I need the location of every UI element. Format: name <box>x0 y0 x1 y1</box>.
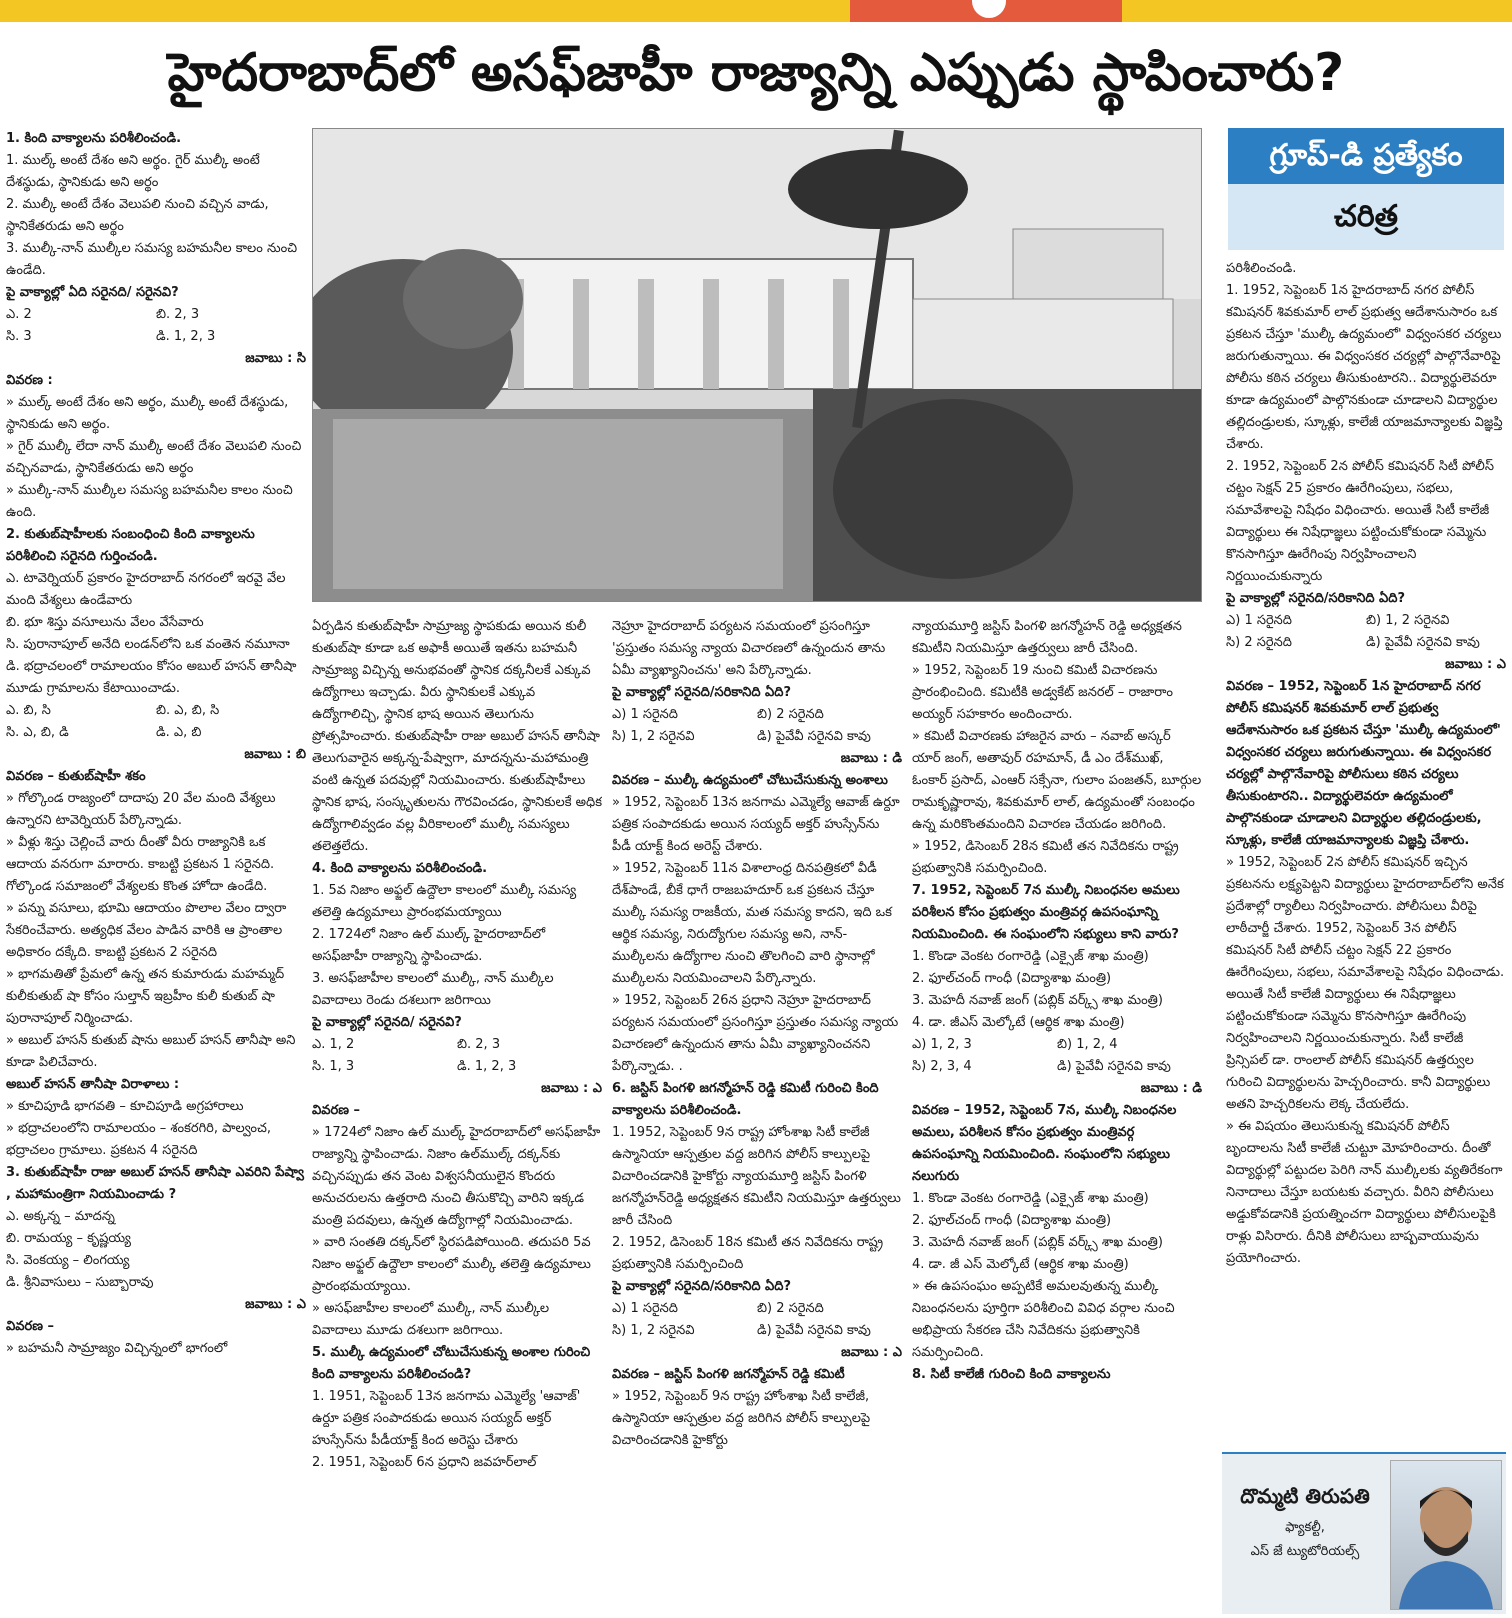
option-row <box>6 700 306 722</box>
option-row <box>1226 610 1506 632</box>
question-text: 6. జస్టిస్ పింగళి జగన్మోహన్ రెడ్డి కమిటీ గురించి కింది వాక్యాలను పరిశీలించండి. <box>612 1081 879 1118</box>
option-text: డి) పైవేవీ సరైనవి కావు <box>1057 1059 1171 1074</box>
bullet-text: » 1952, సెప్టెంబర్ 26న ప్రధాని నెహ్రూ హైదరాబాద్ పర్యటన సమయంలో ప్రసంగిస్తూ ప్రస్తుతం సమస్య న్యాయ విచారణలో ఉన్నందున తాను ఏమీ వ్యాఖ్యానించనని పేర్కొన్నాడు. . <box>612 993 899 1074</box>
option-text: డి) పైవేవీ సరైనవి కావు <box>757 1323 871 1338</box>
headline: హైదరాబాద్‌లో అసఫ్‌జాహీ రాజ్యాన్ని ఎప్పుడు స్థాపించారు? <box>167 43 1345 103</box>
bullet-text: » కమిటీ విచారణకు హాజరైన వారు – నవాబ్ అస్కర్ యార్ జంగ్, అతావుర్ రహమాన్, డీ ఎం దేశ్‌ముఖ్, ఓంకార్ ప్రసాద్, ఎంఆర్ సక్సేనా, గులాం పంజతన్, బూర్గుల రామకృష్ణారావు, శివకుమార్ లాల్, ఉద్యమంతో సంబంధం ఉన్న మరికొంతమందిని విచారణ చేయడం జరిగింది. <box>912 729 1202 832</box>
bullet-text: » భద్రాచలంలోని రామాలయం – శంకరగిరి, పాల్వంచ, భద్రాచలం గ్రామాలు. ప్రకటన 4 సరైనది <box>6 1121 272 1158</box>
option-text: బి. 2, 3 <box>156 307 200 322</box>
option-text: ఎ) 1 సరైనది <box>1226 613 1292 628</box>
subheading-text: వివరణ – ముల్కీ ఉద్యమంలో చోటుచేసుకున్న అంశాలు <box>612 773 888 788</box>
option-row <box>612 704 902 726</box>
option-row <box>912 1056 1202 1078</box>
bullet-text: » ముల్కీ-నాన్ ముల్కీల సమస్య బహమనీల కాలం నుంచి ఉంది. <box>6 483 293 520</box>
option-row <box>6 304 306 326</box>
body-text: 3. ముల్కీ-నాన్ ముల్కీల సమస్య బహమనీల కాలం నుంచి ఉండేది. <box>6 241 298 278</box>
body-text: సి. వెంకయ్య – లింగయ్య <box>6 1253 130 1268</box>
option-text: సి) 2, 3, 4 <box>912 1059 972 1074</box>
column-2 <box>312 616 602 1612</box>
bullet-text: » ఈ ఉపసంఘం అప్పటికే అమలవుతున్న ముల్కీ నిబంధనలను పూర్తిగా పరిశీలించి వివిధ వర్గాల నుంచి అభిప్రాయ సేకరణ చేసి నివేదికను ప్రభుత్వానికి సమర్పించింది. <box>912 1279 1175 1360</box>
option-text: ఎ) 1 సరైనది <box>612 707 678 722</box>
body-text: డి. భద్రాచలంలో రామాలయం కోసం అబుల్ హసన్ తానీషా మూడు గ్రామాలను కేటాయించాడు. <box>6 659 297 696</box>
option-text: సి) 1, 2 సరైనవి <box>612 1323 695 1338</box>
author-name: దొమ్మటి తిరుపతి <box>1240 1484 1370 1508</box>
answer-text: జవాబు : డి <box>1140 1081 1202 1096</box>
bullet-text: » 1724లో నిజాం ఉల్ ముల్క్ హైదరాబాద్‌లో అసఫ్‌జాహీ రాజ్యాన్ని స్థాపించాడు. నిజాం ఉల్‌ముల్క్ దక్కన్‌కు వచ్చినప్పుడు తన వెంట విశ్వసనీయులైన కొందరు అనుచరులను ఉత్తరాది నుంచి తీసుకొచ్చి వారిని ఇక్కడ మంత్రి పదవులు, ఉన్నత ఉద్యోగాల్లో నియమించాడు. <box>312 1125 601 1228</box>
answer-text: జవాబు : ఎ <box>541 1081 602 1096</box>
answer-text: జవాబు : సి <box>245 351 306 366</box>
option-text: బి) 1, 2, 4 <box>1057 1037 1118 1052</box>
body-text: 1. 5వ నిజాం అఫ్జల్ ఉద్దౌలా కాలంలో ముల్కీ సమస్య తలెత్తి ఉద్యమాలు ప్రారంభమయ్యాయి <box>312 883 577 920</box>
bullet-text: » అబుల్ హసన్ కుతుబ్ షాను అబుల్ హసన్ తానీషా అని కూడా పిలిచేవారు. <box>6 1033 296 1070</box>
author-photo <box>1390 1460 1502 1610</box>
bullet-text: » కూచిపూడి భాగవతి – కూచిపూడి అగ్రహారాలు <box>6 1099 244 1114</box>
bullet-text: » 1952, సెప్టెంబర్ 13న జనగామ ఎమ్మెల్యే ఆవాజ్ ఉర్దూ పత్రిక సంపాదకుడు అయిన సయ్యద్ అక్తర్ హుస్సేన్‌ను పీడీ యాక్ట్ కింద అరెస్ట్ చేశారు. <box>612 795 900 854</box>
body-text: 1. 1951, సెప్టెంబర్ 13న జనగామ ఎమ్మెల్యే 'ఆవాజ్' ఉర్దూ పత్రిక సంపాదకుడు అయిన సయ్యద్ అక్తర్ హుస్సేన్‌ను పీడీయాక్ట్ కింద అరెస్టు చేశారు <box>312 1389 581 1448</box>
column-5 <box>1226 258 1506 1448</box>
body-text: 2. 1952, సెప్టెంబర్ 2న పోలీస్ కమిషనర్ సిటీ పోలీస్ చట్టం సెక్షన్ 25 ప్రకారం ఊరేగింపులు, సభలు, సమావేశాలపై నిషేధం విధించారు. అయితే సిటీ కాలేజీ విద్యార్థులు ఈ నిషేధాజ్ఞలు పట్టించుకోకుండా సమ్మెను కొనసాగిస్తూ ఊరేగింపు నిర్వహించాలని నిర్ణయించుకున్నారు <box>1226 459 1494 584</box>
subheading-text: పై వాక్యాల్లో ఏది సరైనది/ సరైనవి? <box>6 285 179 300</box>
bullet-text: » 1952, డిసెంబర్ 28న కమిటీ తన నివేదికను రాష్ట్ర ప్రభుత్వానికి సమర్పించింది. <box>912 839 1179 876</box>
question-text: 2. కుతుబ్‌షాహీలకు సంబంధించి కింది వాక్యాలను పరిశీలించి సరైనది గుర్తించండి. <box>6 527 255 564</box>
option-text: ఎ) 1 సరైనది <box>612 1301 678 1316</box>
subheading-text: వివరణ – <box>312 1103 360 1118</box>
option-text: ఎ. బి, సి <box>6 703 51 718</box>
option-row <box>612 1298 902 1320</box>
answer-text: జవాబు : బి <box>244 747 306 762</box>
option-text: బి) 2 సరైనది <box>757 707 824 722</box>
subheading-text: వివరణ – <box>6 1319 54 1334</box>
body-text: 2. ముల్కీ అంటే దేశం వెలుపలి నుంచి వచ్చిన వాడు, స్థానికేతరుడు అని అర్థం <box>6 197 269 234</box>
option-text: డి. ఎ, బి <box>156 725 202 740</box>
body-text: 2. 1951, సెప్టెంబర్ 6న ప్రధాని జవహర్‌లాల్ <box>312 1455 537 1470</box>
bullet-text: » భాగమతితో ప్రేమలో ఉన్న తన కుమారుడు మహమ్మద్ కులీకుతుబ్ షా కోసం సుల్తాన్ ఇబ్రహీం కులీ కుతుబ్ షా పురానాపూల్ నిర్మించాడు. <box>6 967 285 1026</box>
group-d-special-label: గ్రూప్-డి ప్రత్యేకం <box>1228 128 1504 184</box>
option-text: సి) 1, 2 సరైనవి <box>612 729 695 744</box>
body-text: ఎ. టావెర్నియర్ ప్రకారం హైదరాబాద్ నగరంలో ఇరవై వేల మంది వేశ్యలు ఉండేవారు <box>6 571 286 608</box>
option-text: సి) 2 సరైనది <box>1226 635 1292 650</box>
subheading-text: అబుల్ హసన్ తానీషా విరాళాలు : <box>6 1077 180 1092</box>
body-text: ఎ. అక్కన్న – మాదన్న <box>6 1209 115 1224</box>
top-color-bar <box>0 0 1512 22</box>
subheading-text: పై వాక్యాల్లో సరైనది/సరికానిది ఏది? <box>1226 591 1405 606</box>
history-subject-label: చరిత్ర <box>1228 184 1504 250</box>
bullet-text: » ముల్క్ అంటే దేశం అని అర్థం, ముల్కీ అంటే దేశస్థుడు, స్థానికుడు అని అర్థం. <box>6 395 289 432</box>
author-org: ఎస్ జే ట్యుటోరియల్స్ <box>1250 1544 1360 1559</box>
answer-text: జవాబు : ఎ <box>1445 657 1506 672</box>
option-text: ఎ. 1, 2 <box>312 1037 355 1052</box>
subheading-text: పై వాక్యాల్లో సరైనది/సరికానిది ఏది? <box>612 685 791 700</box>
body-text: 4. డా. జీఎస్ మెల్కోటే (ఆర్థిక శాఖ మంత్రి) <box>912 1015 1125 1030</box>
palace-photo <box>312 128 1202 602</box>
question-text: 3. కుతుబ్‌షాహీ రాజు అబుల్ హసన్ తానీషా ఎవరిని పేష్వా , మహామంత్రిగా నియమించాడు ? <box>6 1165 304 1202</box>
bullet-text: » పన్ను వసూలు, భూమి ఆదాయం పొలాల వేలం ద్వారా సేకరించేవారు. అత్యధిక వేలం పాడిన వారికి ఆ ప్రాంతాల అధికారం దక్కేది. కాబట్టి ప్రకటన 2 సరైనది <box>6 901 287 960</box>
body-text: సి. పురానాపూల్ అనేది లండన్‌లోని ఒక వంతెన నమూనా <box>6 637 290 652</box>
option-text: బి. ఎ, బి, సి <box>156 703 220 718</box>
body-text: 1. 1952, సెప్టెంబర్ 9న రాష్ట్ర హోంశాఖ సిటీ కాలేజీ ఉస్మానియా ఆస్పత్రుల వద్ద జరిగిన పోలీస్ కాల్పులపై విచారించడానికి హైకోర్టు న్యాయమూర్తి జస్టిస్ పింగళి జగన్మోహన్‌రెడ్డి అధ్యక్షతన కమిటీని నియమిస్తూ ఉత్తర్వులు జారీ చేసింది <box>612 1125 901 1228</box>
option-text: సి. ఎ, బి, డి <box>6 725 69 740</box>
option-text: డి. 1, 2, 3 <box>156 329 216 344</box>
option-text: ఎ. 2 <box>6 307 32 322</box>
body-text: పరిశీలించండి. <box>1226 261 1297 276</box>
subheading-text: పై వాక్యాల్లో సరైనది/ సరైనవి? <box>312 1015 462 1030</box>
option-row <box>312 1056 602 1078</box>
bullet-text: » ఈ విషయం తెలుసుకున్న కమిషనర్ పోలీస్ బృందాలను సిటీ కాలేజీ చుట్టూ మోహరించారు. దీంతో విద్యార్థుల్లో పట్టుదల పెరిగి నాన్ ముల్కీలకు వ్యతిరేకంగా నినాదాలు చేస్తూ బయటకు వచ్చారు. వీరిని పోలీసులు అడ్డుకోవడానికి ప్రయత్నించగా విద్యార్థులు పోలీసులపైకి రాళ్లు విసిరారు. దీనికి పోలీసులు బాష్పవాయువును ప్రయోగించారు. <box>1226 1119 1503 1266</box>
option-row <box>612 726 902 748</box>
subheading-text: వివరణ – కుతుబ్‌షాహీ శకం <box>6 769 146 784</box>
body-text: బి. రామయ్య – కృష్ణయ్య <box>6 1231 131 1246</box>
option-row <box>1226 632 1506 654</box>
body-text: న్యాయమూర్తి జస్టిస్ పింగళి జగన్మోహన్ రెడ్డి అధ్యక్షతన కమిటీని నియమిస్తూ ఉత్తర్వులు జారీ చేసింది. <box>912 619 1182 656</box>
subheading-text: వివరణ : <box>6 373 53 388</box>
author-role: ఫ్యాకల్టీ, <box>1285 1520 1325 1535</box>
body-text: బి. భూ శిస్తు వసూలును వేలం వేసేవారు <box>6 615 204 630</box>
column-1 <box>6 128 306 1608</box>
option-text: డి) పైవేవీ సరైనవి కావు <box>757 729 871 744</box>
option-row <box>6 326 306 348</box>
option-text: సి. 1, 3 <box>312 1059 355 1074</box>
body-text: 1. 1952, సెప్టెంబర్ 1న హైదరాబాద్ నగర పోలీస్ కమిషనర్ శివకుమార్ లాల్ ప్రభుత్వ ఆదేశానుసారం ఒక ప్రకటన చేస్తూ 'ముల్కీ ఉద్యమంలో' విధ్వంసకర చర్యలు జరుగుతున్నాయి. ఈ విధ్వంసకర చర్యల్లో పాల్గొనేవారిపై పోలీసు కఠిన చర్యలు తీసుకుంటారని.. విద్యార్థులెవరూ కూడా ఉద్యమంలో పాల్గొనకుండా చూడాలని విద్యార్థుల తల్లిదండ్రులకు, స్కూళ్లు, కాలేజీ యాజమాన్యాలకు విజ్ఞప్తి చేశారు. <box>1226 283 1503 452</box>
option-text: డి. 1, 2, 3 <box>457 1059 517 1074</box>
subheading-text: వివరణ – జస్టిస్ పింగళి జగన్మోహన్ రెడ్డి కమిటీ <box>612 1367 845 1382</box>
body-text: 2. ఫూల్‌చంద్ గాంధీ (విద్యాశాఖ మంత్రి) <box>912 1213 1112 1228</box>
body-text: 2. 1724లో నిజాం ఉల్ ముల్క్ హైదరాబాద్‌లో అసఫ్‌జాహీ రాజ్యాన్ని స్థాపించాడు. <box>312 927 546 964</box>
body-text: 4. డా. జీ ఎస్ మెల్కోటే (ఆర్థిక శాఖ మంత్రి) <box>912 1257 1129 1272</box>
option-text: డి) పైవేవీ సరైనవి కావు <box>1366 635 1480 650</box>
option-row <box>6 722 306 744</box>
option-text: ఎ) 1, 2, 3 <box>912 1037 972 1052</box>
bullet-text: » గైర్ ముల్కీ లేదా నాన్ ముల్కీ అంటే దేశం వెలుపలి నుంచి వచ్చినవాడు, స్థానికేతరుడు అని అర్థం <box>6 439 302 476</box>
subheading-text: పై వాక్యాల్లో సరైనది/సరికానిది ఏది? <box>612 1279 791 1294</box>
option-text: సి. 3 <box>6 329 32 344</box>
body-text: 3. మెహదీ నవాజ్ జంగ్ (పబ్లిక్ వర్క్స్ శాఖ మంత్రి) <box>912 1235 1163 1250</box>
section-tag <box>1228 128 1504 250</box>
bullet-text: » వారి సంతతి దక్కన్‌లో స్థిరపడిపోయింది. తదుపరి 5వ నిజాం అఫ్జల్ ఉద్దౌలా కాలంలో ముల్కీ తలెత్తి ఉద్యమాలు ప్రారంభమయ్యాయి. <box>312 1235 591 1294</box>
body-text: నెహ్రూ హైదరాబాద్ పర్యటన సమయంలో ప్రసంగిస్తూ 'ప్రస్తుతం సమస్య న్యాయ విచారణలో ఉన్నందున తాను ఏమీ వ్యాఖ్యానించను' అని పేర్కొన్నాడు. <box>612 619 886 678</box>
body-text: 1. కొండా వెంకట రంగారెడ్డి (ఎక్సైజ్ శాఖ మంత్రి) <box>912 949 1149 964</box>
subheading-text: వివరణ – 1952, సెప్టెంబర్ 7న, ముల్కీ నిబంధనల అమలు, పరిశీలన కోసం ప్రభుత్వం మంత్రివర్గ ఉపసంఘాన్ని నియమించింది. సంఘంలోని సభ్యులు నలుగురు <box>912 1103 1177 1184</box>
palace-photo-art <box>313 129 1201 601</box>
bullet-text: » గోల్కొండ రాజ్యంలో దాదాపు 20 వేల మంది వేశ్యలు ఉన్నారని టావెర్నియర్ పేర్కొన్నాడు. <box>6 791 276 828</box>
question-text: 5. ముల్కీ ఉద్యమంలో చోటుచేసుకున్న అంశాల గురించి కింది వాక్యాలను పరిశీలించండి? <box>312 1345 591 1382</box>
author-box <box>1222 1452 1506 1614</box>
column-4 <box>912 616 1202 1612</box>
question-text: 4. కింది వాక్యాలను పరిశీలించండి. <box>312 861 488 876</box>
body-text: 2. ఫూల్‌చంద్ గాంధీ (విద్యాశాఖ మంత్రి) <box>912 971 1112 986</box>
body-text: 1. కొండా వెంకట రంగారెడ్డి (ఎక్సైజ్ శాఖ మంత్రి) <box>912 1191 1149 1206</box>
column-3 <box>612 616 902 1612</box>
bullet-text: » 1952, సెప్టెంబర్ 9న రాష్ట్ర హోంశాఖ సిటీ కాలేజీ, ఉస్మానియా ఆస్పత్రుల వద్ద జరిగిన పోలీస్ కాల్పులపై విచారించడానికి హైకోర్టు <box>612 1389 871 1448</box>
option-row <box>312 1034 602 1056</box>
option-row <box>612 1320 902 1342</box>
option-text: బి. 2, 3 <box>457 1037 501 1052</box>
option-row <box>912 1034 1202 1056</box>
bullet-text: » 1952, సెప్టెంబర్ 11న విశాలాంధ్ర దినపత్రికలో వీడీ దేశ్‌పాండే, బీకే ధాగే రాజబహదూర్ ఒక ప్రకటన చేస్తూ ముల్కీ సమస్య రాజకీయ, మత సమస్య కాదని, ఇది ఒక ఆర్థిక సమస్య, నిరుద్యోగుల సమస్య అని, నాన్-ముల్కీలను ఉద్యోగాల నుంచి తొలగించి వారి స్థానాల్లో ముల్కీలను నియమించాలని పేర్కొన్నారు. <box>612 861 892 986</box>
body-text: 3. అసఫ్‌జాహీల కాలంలో ముల్కీ, నాన్ ముల్కీల వివాదాలు రెండు దశలుగా జరిగాయి <box>312 971 554 1008</box>
answer-text: జవాబు : ఎ <box>841 1345 902 1360</box>
question-text: 1. కింది వాక్యాలను పరిశీలించండి. <box>6 131 182 146</box>
body-text: 3. మెహదీ నవాజ్ జంగ్ (పబ్లిక్ వర్క్స్ శాఖ మంత్రి) <box>912 993 1163 1008</box>
bullet-text: » 1952, సెప్టెంబర్ 2న పోలీస్ కమిషనర్ ఇచ్చిన ప్రకటనను లక్ష్యపెట్టని విద్యార్థులు హైదరాబాద్‌లోని అనేక ప్రదేశాల్లో ర్యాలీలు నిర్వహించారు. పోలీసులు వీరిపై లాఠీచార్జీ చేశారు. 1952, సెప్టెంబర్ 3న పోలీస్ కమిషనర్ సిటీ పోలీస్ చట్టం సెక్షన్ 22 ప్రకారం ఊరేగింపులు, సభలు, సమావేశాలపై నిషేధం విధించాడు. అయితే సిటీ కాలేజీ విద్యార్థులు ఈ నిషేధాజ్ఞలు పట్టించుకోకుండా సమ్మెను కొనసాగిస్తూ ఊరేగింపు నిర్వహించాలని నిర్ణయించుకున్నారు. సిటీ కాలేజీ ప్రిన్సిపల్ డా. రాంలాల్ పోలీస్ కమిషనర్ ఉత్తర్వుల గురించి విద్యార్థులను హెచ్చరించారు. కానీ విద్యార్థులు అతని హెచ్చరికలను లెక్క చేయలేదు. <box>1226 855 1505 1112</box>
body-text: డి. శ్రీనివాసులు – సుబ్బారావు <box>6 1275 154 1290</box>
question-text: 7. 1952, సెప్టెంబర్ 7న ముల్కీ నిబంధనల అమలు పరిశీలన కోసం ప్రభుత్వం మంత్రివర్గ ఉపసంఘాన్ని నియమించింది. ఈ సంఘంలోని సభ్యులు కాని వారు? <box>912 883 1180 942</box>
bullet-text: » వీళ్లు శిస్తు చెల్లించే వారు దీంతో వీరు రాజ్యానికి ఒక ఆదాయ వనరుగా మారారు. కాబట్టి ప్రకటన 1 సరైనది. గోల్కొండ సమాజంలో వేశ్యలకు కొంత హోదా ఉండేది. <box>6 835 275 894</box>
bullet-text: » 1952, సెప్టెంబర్ 19 నుంచి కమిటీ విచారణను ప్రారంభించింది. కమిటీకి అడ్వకేట్ జనరల్ – రాజారాం అయ్యర్ సహకారం అందించారు. <box>912 663 1173 722</box>
body-text: 2. 1952, డిసెంబర్ 18న కమిటీ తన నివేదికను రాష్ట్ర ప్రభుత్వానికి సమర్పించింది <box>612 1235 884 1272</box>
option-text: బి) 1, 2 సరైనవి <box>1366 613 1450 628</box>
question-text: 8. సిటీ కాలేజీ గురించి కింది వాక్యాలను <box>912 1367 1111 1382</box>
answer-text: జవాబు : ఎ <box>245 1297 306 1312</box>
subheading-text: వివరణ – 1952, సెప్టెంబర్ 1న హైదరాబాద్ నగర పోలీస్ కమిషనర్ శివకుమార్ లాల్ ప్రభుత్వ ఆదేశానుసారం ఒక ప్రకటన చేస్తూ 'ముల్కీ ఉద్యమంలో' విధ్వంసకర చర్యలు జరుగుతున్నాయి. ఈ విధ్వంసకర చర్యల్లో పాల్గొనేవారిపై పోలీసులు కఠిన చర్యలు తీసుకుంటారని.. విద్యార్థులెవరూ ఉద్యమంలో పాల్గొనకుండా చూడాలని విద్యార్థుల తల్లిదండ్రులకు, స్కూళ్లు, కాలేజీ యాజమాన్యాలకు విజ్ఞప్తి చేశారు. <box>1226 679 1501 848</box>
answer-text: జవాబు : డి <box>840 751 902 766</box>
bullet-text: » బహమనీ సామ్రాజ్యం విచ్చిన్నంలో భాగంలో <box>6 1341 228 1356</box>
body-text: ఏర్పడిన కుతుబ్‌షాహీ సామ్రాజ్య స్థాపకుడు అయిన కులీ కుతుబ్‌షా కూడా ఒక అఫాకీ అయితే ఇతను బహమనీ సామ్రాజ్య విచ్చిన్న అనుభవంతో స్థానిక దక్కనీలకే ఎక్కువ ఉద్యోగాలు ఇచ్చాడు. వీరు స్థానికులకే ఎక్కువ ఉద్యోగాలిచ్చి, స్థానిక భాష అయిన తెలుగును ప్రోత్సహించారు. కుతుబ్‌షాహీ రాజు అబుల్ హసన్ తానీషా తెలుగువారైన అక్కన్న-పేష్వాగా, మాదన్నను-మహామంత్రి వంటి ఉన్నత పదవుల్లో నియమించారు. కుతుబ్‌షాహీలు స్థానిక భాష, సంస్కృతులను గౌరవించడం, స్థానికులకే అధిక ఉద్యోగాలివ్వడం వల్ల వీరికాలంలో ముల్కీ సమస్యలు తలెత్తలేదు. <box>312 619 602 854</box>
body-text: 1. ముల్క్ అంటే దేశం అని అర్థం. గైర్ ముల్కీ అంటే దేశస్థుడు, స్థానికుడు అని అర్థం <box>6 153 260 190</box>
option-text: బి) 2 సరైనది <box>757 1301 824 1316</box>
bullet-text: » అసఫ్‌జాహీల కాలంలో ముల్కీ, నాన్ ముల్కీల వివాదాలు మూడు దశలుగా జరిగాయి. <box>312 1301 550 1338</box>
